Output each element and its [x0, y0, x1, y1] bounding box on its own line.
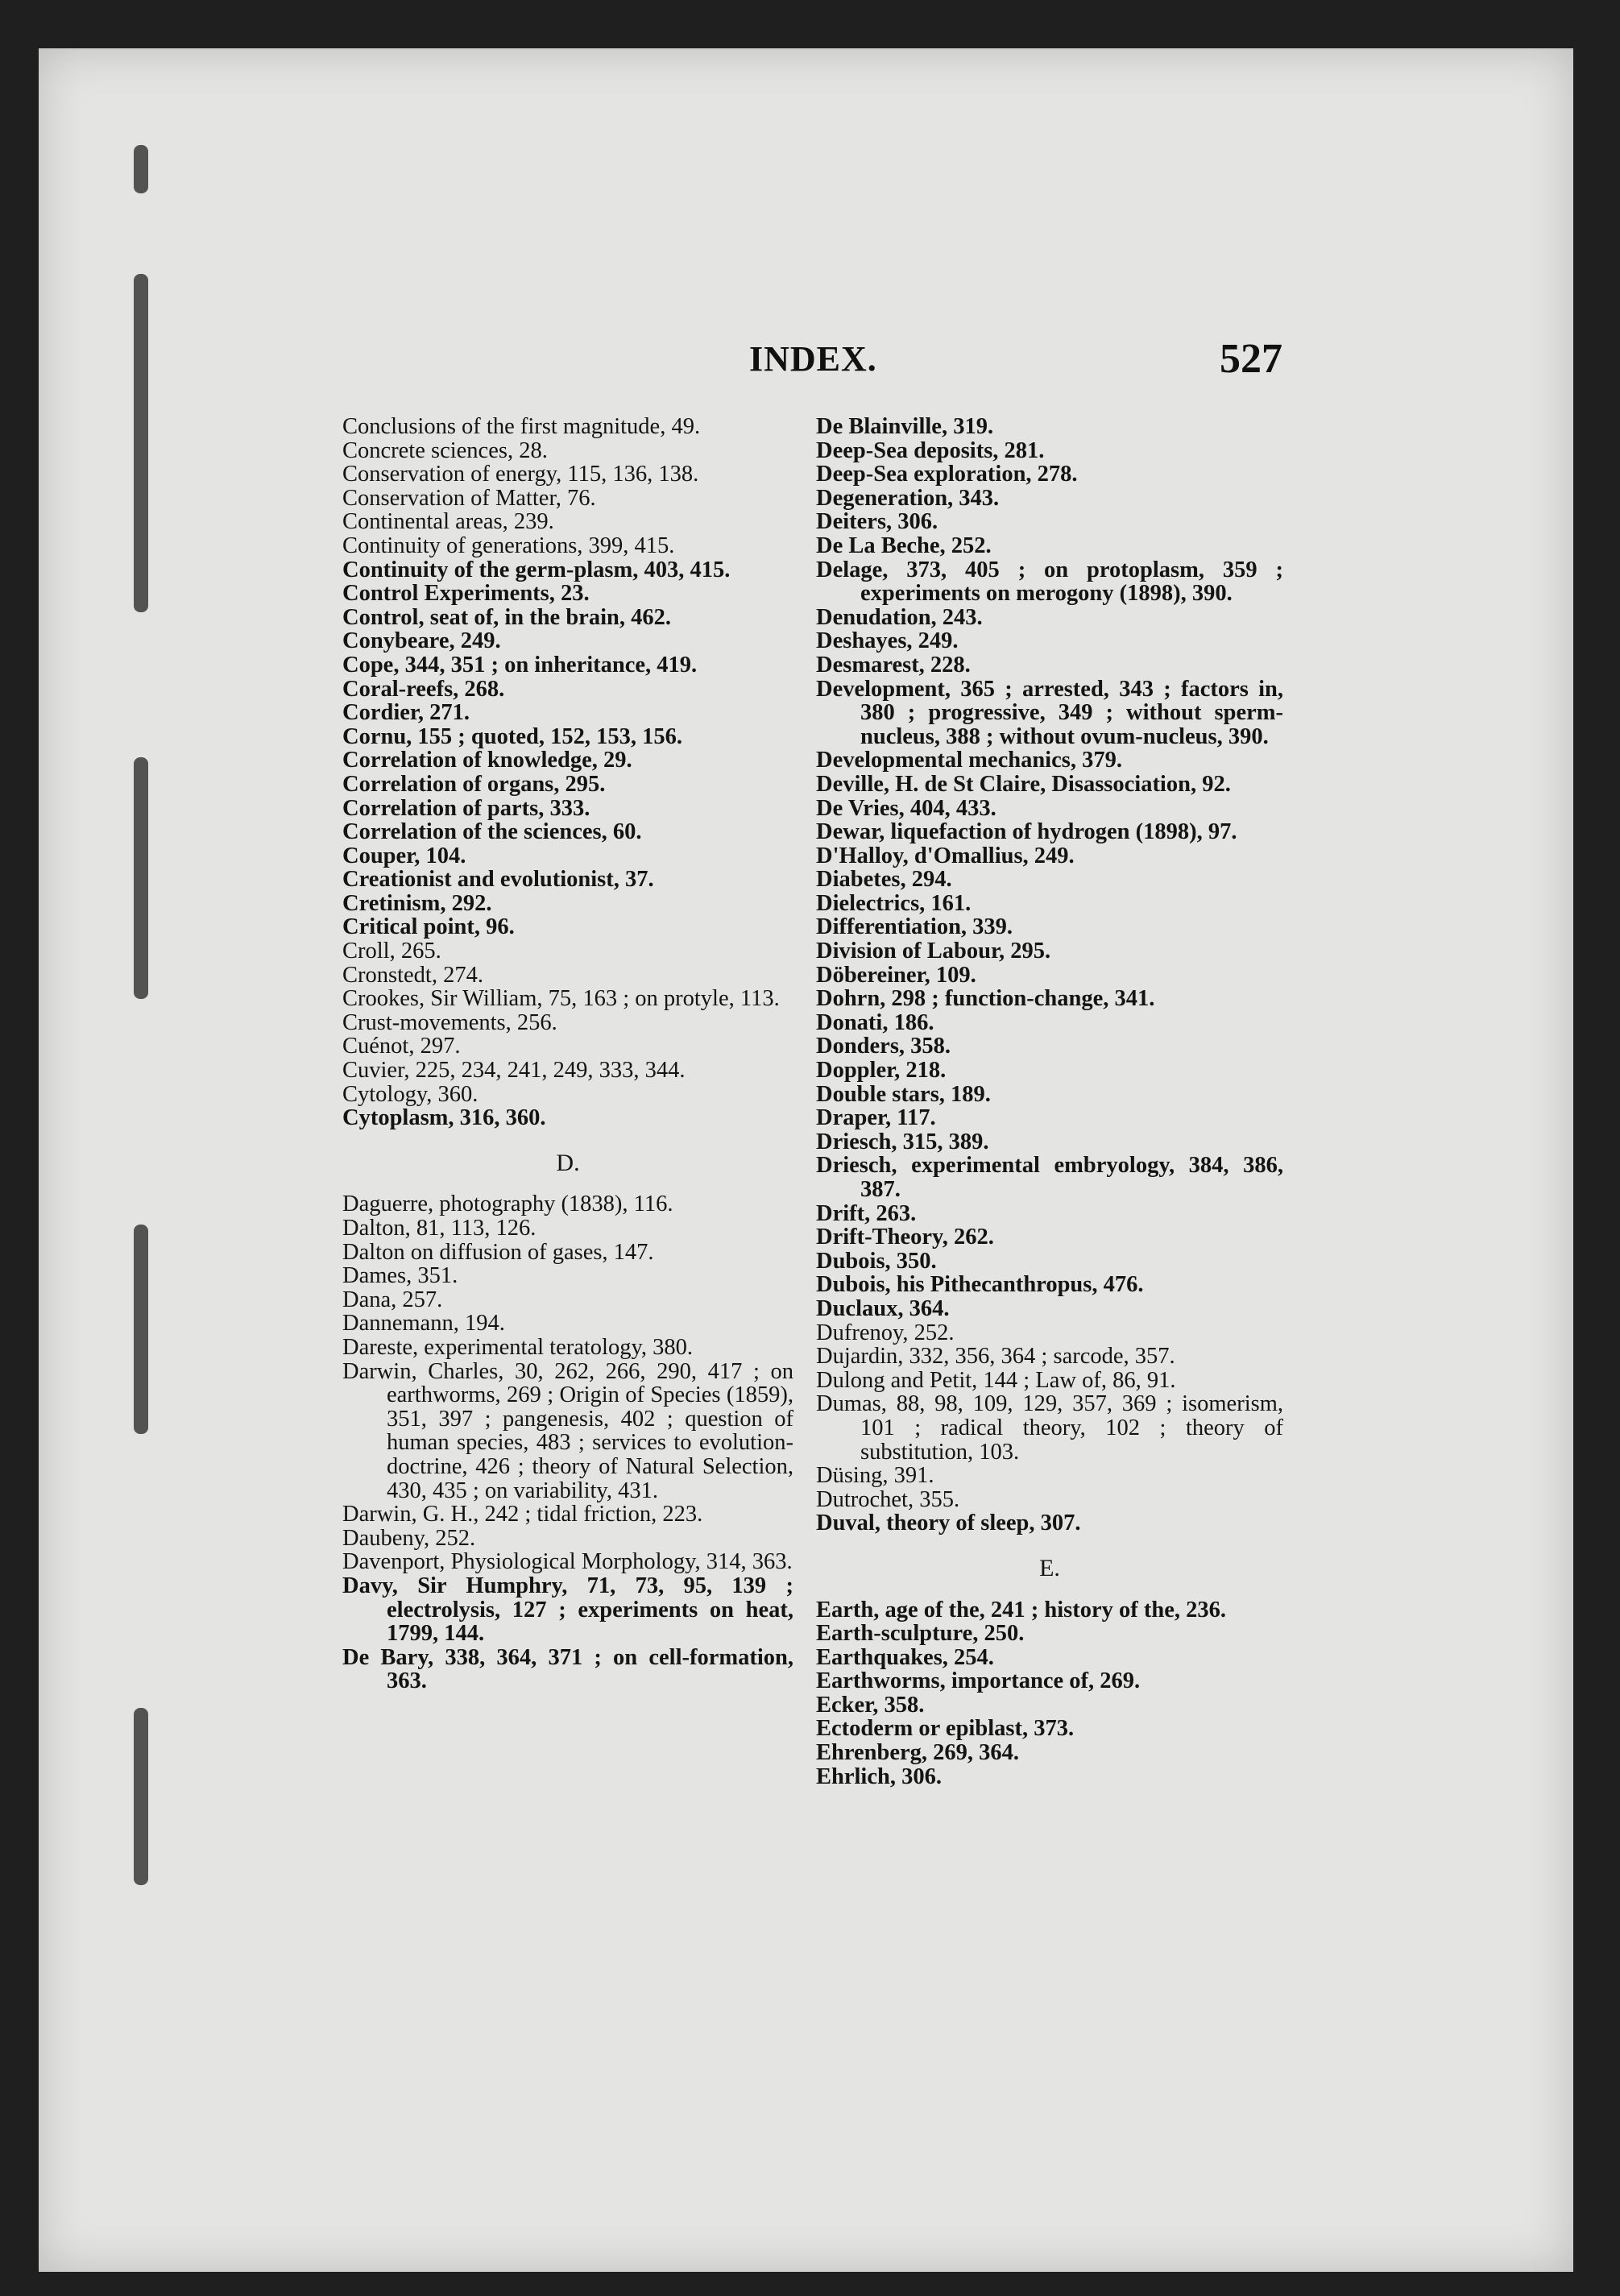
index-entry: Deep-Sea exploration, 278. [816, 462, 1078, 487]
index-entry: Ectoderm or epiblast, 373. [816, 1716, 1075, 1742]
index-entry: Driesch, experimental embryology, 384, 386, 387. [816, 1153, 1283, 1202]
index-entry: Conservation of energy, 115, 136, 138. [342, 462, 699, 487]
index-entry: De La Beche, 252. [816, 533, 992, 558]
binding-mark [134, 757, 148, 999]
index-column-left [342, 415, 793, 1693]
index-entry: Dana, 257. [342, 1287, 443, 1312]
index-entry: Cytology, 360. [342, 1081, 479, 1107]
index-entry: Drift-Theory, 262. [816, 1225, 994, 1250]
index-entry: Denudation, 243. [816, 604, 983, 630]
index-entry: Coral-reefs, 268. [342, 676, 505, 702]
index-entry: Critical point, 96. [342, 914, 515, 940]
index-block [816, 1598, 1283, 1789]
index-entry: Degeneration, 343. [816, 485, 1000, 511]
index-entry: Düsing, 391. [816, 1463, 934, 1489]
index-entry: Earth, age of the, 241 ; history of the, 236. [816, 1597, 1226, 1623]
index-entry: Earthworms, importance of, 269. [816, 1668, 1141, 1694]
index-entry: Draper, 117. [816, 1105, 936, 1131]
index-entry: Davenport, Physiological Morphology, 314, 363. [342, 1549, 793, 1575]
index-entry: Dalton on diffusion of gases, 147. [342, 1239, 654, 1265]
index-entry: Ehrenberg, 269, 364. [816, 1740, 1020, 1766]
index-entry: De Vries, 404, 433. [816, 795, 996, 821]
index-entry: Cornu, 155 ; quoted, 152, 153, 156. [342, 723, 682, 749]
index-entry: Deshayes, 249. [816, 628, 959, 654]
index-entry: Correlation of parts, 333. [342, 795, 590, 821]
index-entry: Dufrenoy, 252. [816, 1320, 955, 1345]
index-entry: Delage, 373, 405 ; on protoplasm, 359 ; experiments on merogony (1898), 390. [816, 557, 1283, 607]
index-entry: Cronstedt, 274. [342, 962, 483, 988]
index-column-right [816, 415, 1283, 1788]
index-entry: Daubeny, 252. [342, 1525, 476, 1551]
index-entry: Conclusions of the first magnitude, 49. [342, 414, 701, 439]
index-entry: Dannemann, 194. [342, 1311, 505, 1337]
index-entry: Cope, 344, 351 ; on inheritance, 419. [342, 652, 698, 678]
index-entry: Conservation of Matter, 76. [342, 485, 596, 511]
index-entry: Deiters, 306. [816, 509, 938, 535]
index-entry: Darwin, G. H., 242 ; tidal friction, 223. [342, 1502, 703, 1527]
index-entry: Deville, H. de St Claire, Disassociation, 92. [816, 771, 1231, 797]
index-entry: Dubois, 350. [816, 1248, 937, 1274]
index-entry: Conybeare, 249. [342, 628, 501, 654]
section-letter: D. [556, 1149, 580, 1176]
index-entry: Correlation of the sciences, 60. [342, 819, 642, 845]
index-entry: Continuity of the germ-plasm, 403, 415. [342, 557, 731, 582]
index-entry: De Bary, 338, 364, 371 ; on cell-formation, 363. [342, 1644, 793, 1694]
binding-mark [134, 145, 148, 193]
index-entry: Cuvier, 225, 234, 241, 249, 333, 344. [342, 1058, 686, 1084]
index-entry: Dalton, 81, 113, 126. [342, 1216, 537, 1241]
index-entry: Crookes, Sir William, 75, 163 ; on protyle, 113. [342, 986, 780, 1012]
page-header [338, 338, 1282, 387]
index-entry: Cordier, 271. [342, 700, 470, 726]
index-entry: Differentiation, 339. [816, 914, 1013, 940]
index-entry: Donders, 358. [816, 1034, 951, 1059]
index-entry: Control Experiments, 23. [342, 581, 590, 607]
index-block [342, 1192, 793, 1693]
index-entry: Creationist and evolutionist, 37. [342, 867, 654, 893]
index-block [816, 415, 1283, 1536]
index-entry: Dutrochet, 355. [816, 1486, 960, 1512]
index-entry: Diabetes, 294. [816, 867, 952, 893]
index-entry: Earthquakes, 254. [816, 1644, 994, 1670]
index-entry: De Blainville, 319. [816, 414, 994, 439]
index-entry: Couper, 104. [342, 843, 466, 868]
index-entry: Earth-sculpture, 250. [816, 1621, 1025, 1647]
index-entry: Crust-movements, 256. [342, 1009, 557, 1035]
index-entry: Control, seat of, in the brain, 462. [342, 604, 671, 630]
index-entry: Drift, 263. [816, 1200, 917, 1226]
index-entry: Dames, 351. [342, 1263, 458, 1289]
index-entry: Developmental mechanics, 379. [816, 748, 1122, 773]
index-entry: Dareste, experimental teratology, 380. [342, 1334, 693, 1360]
index-entry: Dielectrics, 161. [816, 890, 972, 916]
index-entry: Driesch, 315, 389. [816, 1129, 989, 1154]
index-entry: Daguerre, photography (1838), 116. [342, 1192, 673, 1217]
index-entry: Desmarest, 228. [816, 652, 971, 678]
index-entry: Dewar, liquefaction of hydrogen (1898), 97. [816, 819, 1237, 845]
index-block [342, 415, 793, 1130]
binding-mark [134, 1708, 148, 1885]
index-entry: Duval, theory of sleep, 307. [816, 1511, 1081, 1536]
index-entry: Donati, 186. [816, 1009, 934, 1035]
index-entry: Dulong and Petit, 144 ; Law of, 86, 91. [816, 1367, 1176, 1393]
index-entry: Cretinism, 292. [342, 890, 492, 916]
index-entry: D'Halloy, d'Omallius, 249. [816, 843, 1075, 868]
index-entry: Cuénot, 297. [342, 1034, 461, 1059]
index-entry: Cytoplasm, 316, 360. [342, 1105, 546, 1131]
index-entry: Division of Labour, 295. [816, 939, 1051, 964]
index-entry: Dumas, 88, 98, 109, 129, 357, 369 ; isomerism, 101 ; radical theory, 102 ; theory of substitution, 103. [816, 1391, 1283, 1465]
page-title: INDEX. [749, 339, 877, 379]
index-entry: Duclaux, 364. [816, 1295, 950, 1321]
index-entry: Döbereiner, 109. [816, 962, 976, 988]
index-entry: Deep-Sea deposits, 281. [816, 437, 1045, 463]
index-entry: Double stars, 189. [816, 1081, 991, 1107]
index-entry: Continuity of generations, 399, 415. [342, 533, 675, 558]
page-number: 527 [1220, 336, 1282, 382]
index-entry: Doppler, 218. [816, 1058, 947, 1084]
index-entry: Dohrn, 298 ; function-change, 341. [816, 986, 1155, 1012]
index-entry: Ecker, 358. [816, 1692, 925, 1718]
index-entry: Darwin, Charles, 30, 262, 266, 290, 417 ; on earthworms, 269 ; Origin of Species (1859), 351, 397 ; pangenesis, 402 ; question of human species, 483 ; services to evolution-doctrine, 426 ; theory of Natural Selection, 430, 435 ; on variability, 431. [342, 1358, 793, 1503]
index-entry: Croll, 265. [342, 939, 441, 964]
index-entry: Dujardin, 332, 356, 364 ; sarcode, 357. [816, 1344, 1175, 1370]
binding-mark [134, 274, 148, 612]
section-letter: E. [1039, 1554, 1060, 1581]
index-entry: Continental areas, 239. [342, 509, 554, 535]
index-entry: Davy, Sir Humphry, 71, 73, 95, 139 ; electrolysis, 127 ; experiments on heat, 1799, 144. [342, 1573, 793, 1647]
index-entry: Development, 365 ; arrested, 343 ; factors in, 380 ; progressive, 349 ; without sperm-nucleus, 388 ; without ovum-nucleus, 390. [816, 676, 1283, 749]
index-entry: Concrete sciences, 28. [342, 437, 548, 463]
index-entry: Correlation of organs, 295. [342, 771, 606, 797]
binding-mark [134, 1225, 148, 1434]
index-entry: Dubois, his Pithecanthropus, 476. [816, 1272, 1144, 1298]
index-entry: Ehrlich, 306. [816, 1763, 942, 1789]
index-entry: Correlation of knowledge, 29. [342, 748, 632, 773]
